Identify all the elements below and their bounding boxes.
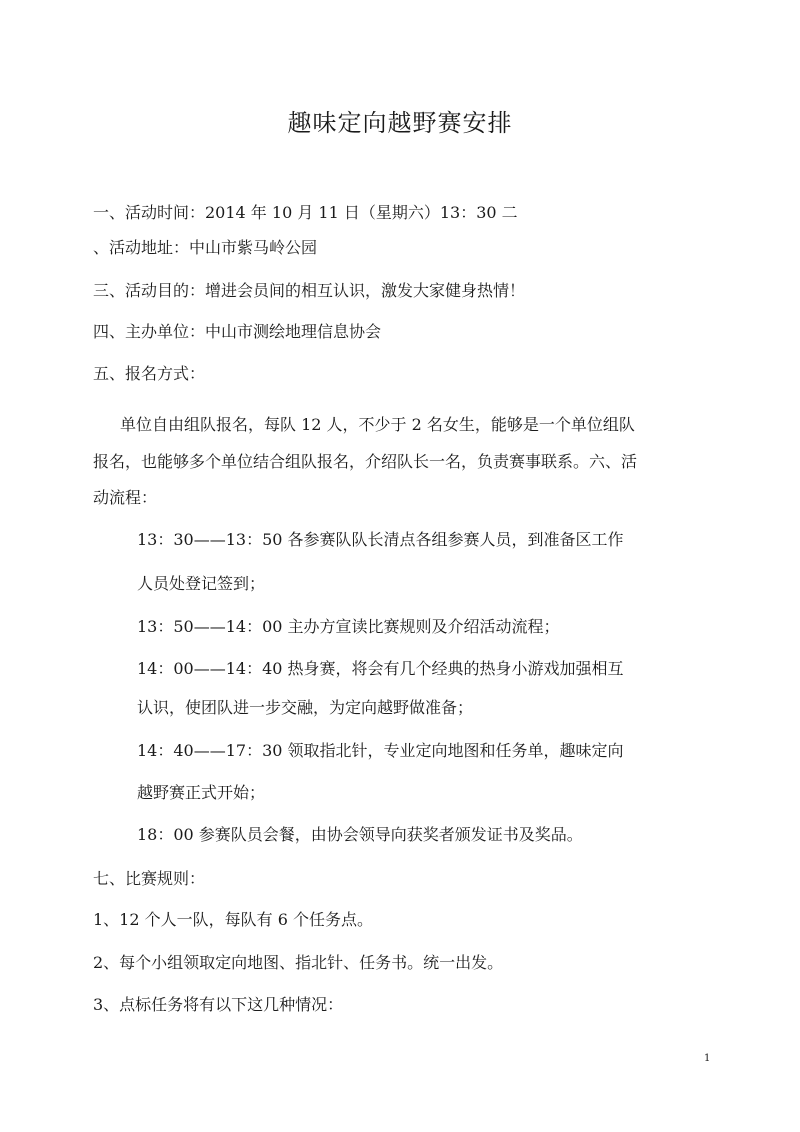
schedule-item-4: 14：40——17：30 领取指北针，专业定向地图和任务单，趣味定向	[137, 741, 624, 760]
schedule-item-5: 18：00 参赛队员会餐，由协会领导向获奖者颁发证书及奖品。	[137, 825, 583, 844]
registration-paragraph-line-3: 动流程：	[93, 488, 158, 507]
registration-paragraph-line-1: 单位自由组队报名，每队 12 人，不少于 2 名女生，能够是一个单位组队	[120, 415, 635, 434]
item-registration-heading: 五、报名方式：	[93, 364, 206, 383]
rule-item-1: 1、12 个人一队，每队有 6 个任务点。	[93, 910, 373, 929]
rule-item-2: 2、每个小组领取定向地图、指北针、任务书。统一出发。	[93, 953, 504, 972]
item-activity-location: 、活动地址：中山市紫马岭公园	[93, 238, 318, 257]
schedule-item-1-cont: 人员处登记签到；	[137, 574, 266, 593]
rule-item-3: 3、点标任务将有以下这几种情况：	[93, 995, 344, 1014]
item-organizer: 四、主办单位：中山市测绘地理信息协会	[93, 322, 382, 341]
registration-paragraph-line-2: 报名，也能够多个单位结合组队报名，介绍队长一名，负责赛事联系。六、活	[93, 452, 638, 471]
schedule-item-2: 13：50——14：00 主办方宣读比赛规则及介绍活动流程；	[137, 617, 560, 636]
rules-heading: 七、比赛规则：	[93, 869, 206, 888]
schedule-item-3-cont: 认识，使团队进一步交融，为定向越野做准备；	[137, 698, 474, 717]
page-number: 1	[704, 1053, 711, 1064]
item-activity-time: 一、活动时间：2014 年 10 月 11 日（星期六）13：30 二	[93, 203, 518, 222]
item-activity-purpose: 三、活动目的：增进会员间的相互认识，激发大家健身热情！	[93, 281, 526, 300]
schedule-item-3: 14：00——14：40 热身赛，将会有几个经典的热身小游戏加强相互	[137, 659, 624, 678]
document-title: 趣味定向越野赛安排	[287, 109, 513, 137]
schedule-item-4-cont: 越野赛正式开始；	[137, 783, 266, 802]
schedule-item-1: 13：30——13：50 各参赛队队长清点各组参赛人员，到准备区工作	[137, 530, 624, 549]
